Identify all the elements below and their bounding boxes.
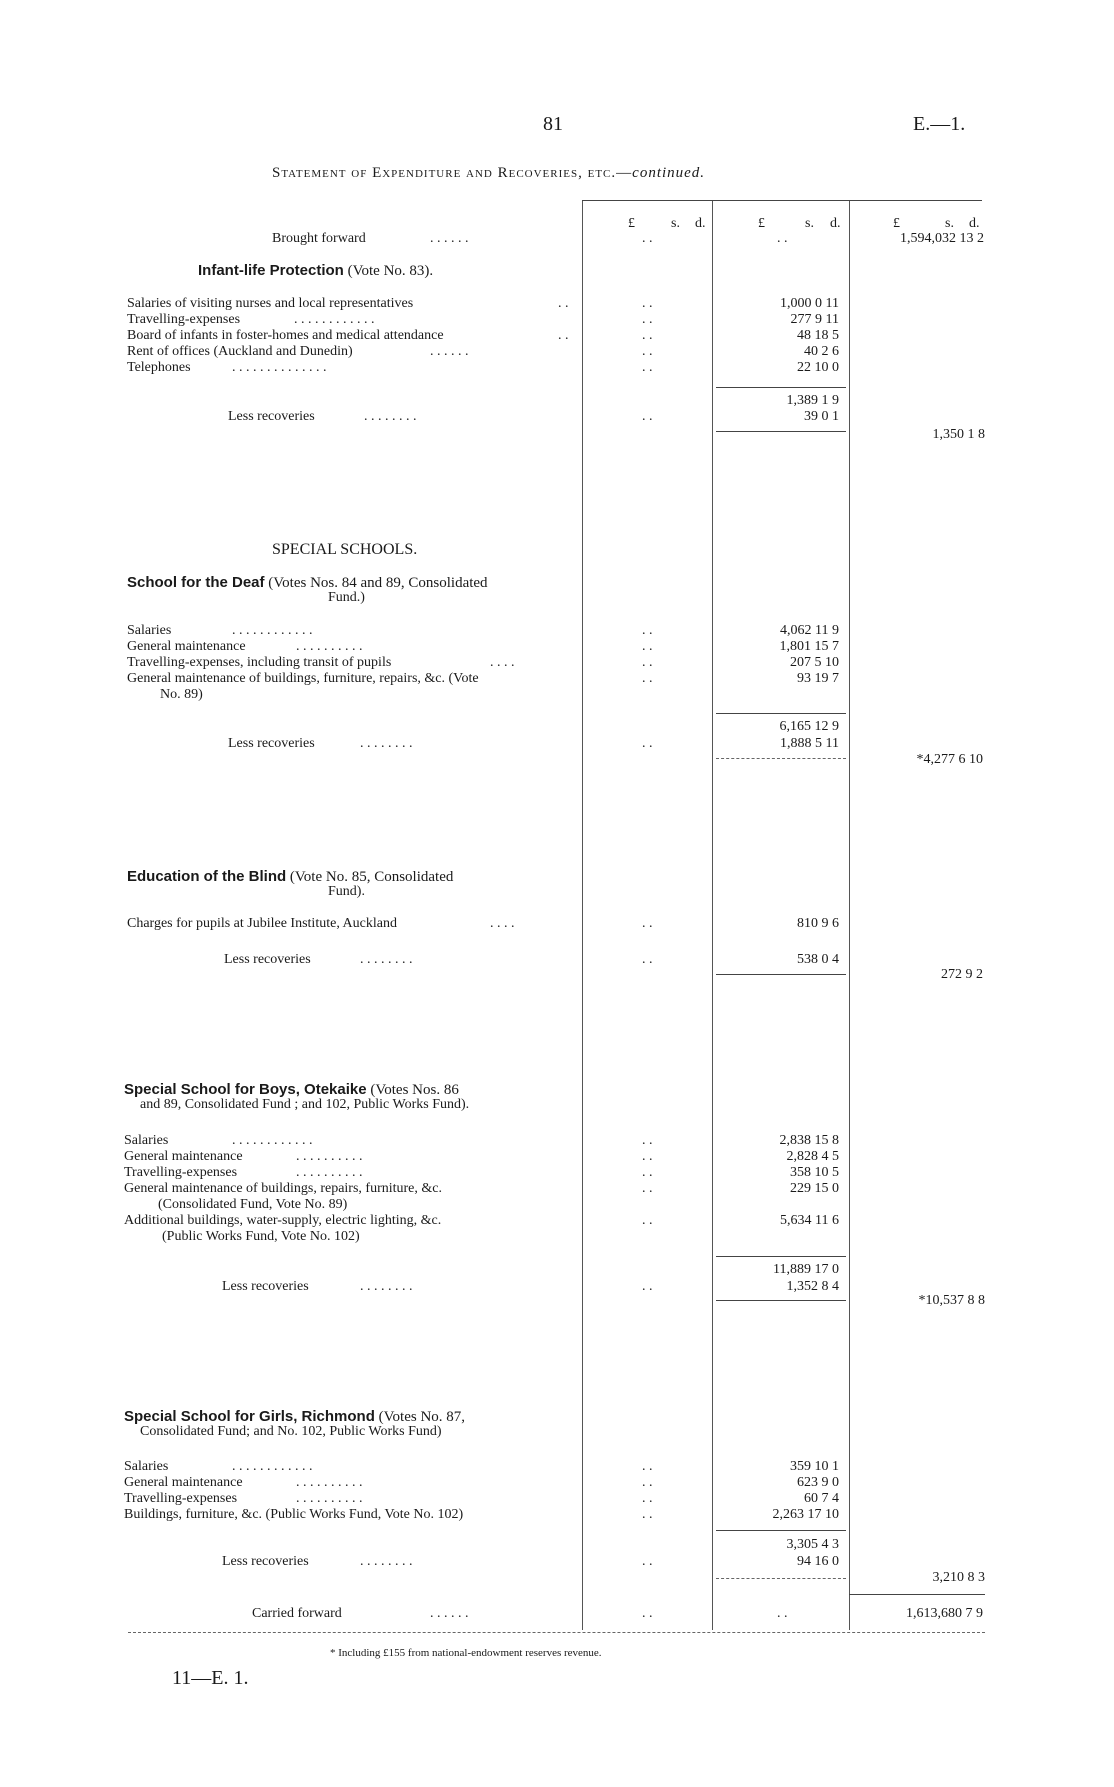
infant-life-row-col1: . . <box>642 360 653 375</box>
girls-net: 3,210 8 3 <box>932 1570 985 1585</box>
deaf-row-dots: . . . . . . . . . . <box>296 639 363 654</box>
infant-life-row-amount: 277 9 11 <box>790 312 839 327</box>
title-text: Statement of Expenditure and Recoveries, etc.— <box>272 165 633 181</box>
deaf-less-dots: . . . . . . . . <box>360 736 413 751</box>
statement-title <box>272 165 705 182</box>
girls-vote-line2: Consolidated Fund; and No. 102, Public Works Fund) <box>140 1424 442 1439</box>
girls-row-col1: . . <box>642 1491 653 1506</box>
infant-life-net: 1,350 1 8 <box>932 427 985 442</box>
infant-life-row-dots: . . . . . . . . . . . . . . <box>232 360 327 375</box>
boys-vote-line1: (Votes Nos. 86 <box>370 1082 459 1098</box>
boys-title: Special School for Boys, Otekaike <box>124 1081 367 1098</box>
deaf-row-label: Salaries <box>127 623 172 638</box>
infant-life-row-label: Telephones <box>127 360 191 375</box>
table-bottom-rule <box>128 1632 985 1633</box>
blind-row-label: Charges for pupils at Jubilee Institute, Auckland <box>127 916 397 931</box>
girls-row-amount: 2,263 17 10 <box>772 1507 839 1522</box>
deaf-vote-line1: (Votes Nos. 84 and 89, Consolidated <box>268 575 488 591</box>
brought-forward-dots: . . . . . . <box>430 231 469 246</box>
infant-life-row-label: Salaries of visiting nurses and local representatives <box>127 296 414 311</box>
deaf-row-label: General maintenance of buildings, furniture, repairs, &c. (Vote <box>127 671 479 686</box>
girls-subtotal: 3,305 4 3 <box>786 1537 839 1552</box>
blind-net-rule <box>716 974 846 975</box>
girls-row-col1: . . <box>642 1475 653 1490</box>
girls-row-amount: 60 7 4 <box>804 1491 839 1506</box>
infant-life-less-dots: . . . . . . . . <box>364 409 417 424</box>
girls-vote-line1: (Votes No. 87, <box>378 1409 466 1425</box>
infant-life-row-label: Rent of offices (Auckland and Dunedin) <box>127 344 353 359</box>
infant-life-row-col1: . . <box>642 296 653 311</box>
deaf-row-dots: . . . . . . . . . . . . <box>232 623 313 638</box>
title-continued: continued. <box>632 165 706 181</box>
col3-pound: £ <box>893 216 900 231</box>
carried-forward-col1: . . <box>642 1606 653 1621</box>
boys-row-label: General maintenance of buildings, repairs, furniture, &c. <box>124 1181 442 1196</box>
col3-shilling: s. <box>945 216 954 231</box>
blind-row-dots: . . . . <box>490 916 515 931</box>
document-reference: E.—1. <box>913 113 966 135</box>
deaf-net-rule <box>716 758 846 759</box>
boys-row-col1: . . <box>642 1149 653 1164</box>
boys-row-dots: . . . . . . . . . . <box>296 1165 363 1180</box>
girls-row-dots: . . . . . . . . . . <box>296 1475 363 1490</box>
infant-life-row-label: Travelling-expenses <box>127 312 241 327</box>
blind-less-label: Less recoveries <box>224 952 311 967</box>
girls-row-dots: . . . . . . . . . . . . <box>232 1459 313 1474</box>
boys-row-label-cont: (Public Works Fund, Vote No. 102) <box>162 1229 360 1244</box>
girls-less-label: Less recoveries <box>222 1554 309 1569</box>
blind-row-amount: 810 9 6 <box>797 916 839 931</box>
boys-row-amount: 358 10 5 <box>790 1165 839 1180</box>
boys-subtotal: 11,889 17 0 <box>773 1262 839 1277</box>
girls-row-dots: . . . . . . . . . . <box>296 1491 363 1506</box>
girls-row-amount: 623 9 0 <box>797 1475 839 1490</box>
deaf-less-col1: . . <box>642 736 653 751</box>
deaf-net: *4,277 6 10 <box>916 752 983 767</box>
footnote: * Including £155 from national-endowment reserves revenue. <box>330 1647 602 1659</box>
girls-row-label: Buildings, furniture, &c. (Public Works Fund, Vote No. 102) <box>124 1507 464 1522</box>
girls-title: Special School for Girls, Richmond <box>124 1408 375 1425</box>
girls-recoveries: 94 16 0 <box>797 1554 839 1569</box>
brought-forward-total: 1,594,032 13 2 <box>900 231 984 246</box>
blind-vote-line2: Fund). <box>328 884 365 899</box>
blind-vote-line1: (Vote No. 85, Consolidated <box>289 869 454 885</box>
boys-row-amount: 229 15 0 <box>790 1181 839 1196</box>
deaf-row-dots: . . . . <box>490 655 515 670</box>
col2-pound: £ <box>758 216 765 231</box>
deaf-title: School for the Deaf <box>127 574 265 591</box>
boys-vote-line2: and 89, Consolidated Fund ; and 102, Public Works Fund). <box>140 1097 470 1112</box>
infant-life-vote: (Vote No. 83). <box>347 263 434 279</box>
infant-life-row-col1: . . <box>642 328 653 343</box>
carried-forward-total: 1,613,680 7 9 <box>906 1606 983 1621</box>
infant-life-recoveries: 39 0 1 <box>804 409 839 424</box>
infant-life-subtotal: 1,389 1 9 <box>786 393 839 408</box>
col2-shilling: s. <box>805 216 814 231</box>
boys-recoveries: 1,352 8 4 <box>786 1279 839 1294</box>
infant-life-less-col1: . . <box>642 409 653 424</box>
boys-sum-rule <box>716 1256 846 1257</box>
deaf-row-col1: . . <box>642 671 653 686</box>
boys-row-col1: . . <box>642 1213 653 1228</box>
header-rule <box>582 200 982 201</box>
girls-row-label: Salaries <box>124 1459 169 1474</box>
carried-forward-label: Carried forward <box>252 1606 342 1621</box>
boys-row-amount: 2,828 4 5 <box>786 1149 839 1164</box>
deaf-less-label: Less recoveries <box>228 736 315 751</box>
brought-forward-col2: . . <box>777 231 788 246</box>
deaf-row-col1: . . <box>642 639 653 654</box>
boys-row-label: Salaries <box>124 1133 169 1148</box>
blind-title: Education of the Blind <box>127 868 287 885</box>
deaf-row-amount: 4,062 11 9 <box>780 623 839 638</box>
girls-less-dots: . . . . . . . . <box>360 1554 413 1569</box>
girls-row-amount: 359 10 1 <box>790 1459 839 1474</box>
deaf-row-label-cont: No. 89) <box>160 687 203 702</box>
infant-life-row-amount: 48 18 5 <box>797 328 839 343</box>
infant-life-row-label: Board of infants in foster-homes and medical attendance <box>127 328 444 343</box>
deaf-row-col1: . . <box>642 655 653 670</box>
deaf-subtotal: 6,165 12 9 <box>779 719 839 734</box>
infant-life-row-amount: 40 2 6 <box>804 344 839 359</box>
boys-row-label: Travelling-expenses <box>124 1165 238 1180</box>
infant-life-heading <box>198 262 433 280</box>
infant-life-row-dots: . . <box>558 328 569 343</box>
deaf-row-col1: . . <box>642 623 653 638</box>
infant-life-row-dots: . . . . . . <box>430 344 469 359</box>
deaf-vote-line2: Fund.) <box>328 590 365 605</box>
deaf-row-amount: 93 19 7 <box>797 671 839 686</box>
deaf-row-label: Travelling-expenses, including transit of pupils <box>127 655 392 670</box>
boys-less-col1: . . <box>642 1279 653 1294</box>
boys-less-dots: . . . . . . . . <box>360 1279 413 1294</box>
deaf-row-label: General maintenance <box>127 639 246 654</box>
girls-net-rule <box>716 1578 846 1579</box>
infant-life-row-amount: 22 10 0 <box>797 360 839 375</box>
brought-forward-col1: . . <box>642 231 653 246</box>
infant-life-row-dots: . . . . . . . . . . . . <box>294 312 375 327</box>
girls-less-col1: . . <box>642 1554 653 1569</box>
blind-less-col1: . . <box>642 952 653 967</box>
girls-sum-rule <box>716 1530 846 1531</box>
col2-pence: d. <box>830 216 841 231</box>
boys-row-label: Additional buildings, water-supply, electric lighting, &c. <box>124 1213 442 1228</box>
girls-row-col1: . . <box>642 1459 653 1474</box>
infant-life-net-rule <box>716 431 846 432</box>
infant-life-row-col1: . . <box>642 312 653 327</box>
brought-forward-label: Brought forward <box>272 231 366 246</box>
deaf-row-amount: 207 5 10 <box>790 655 839 670</box>
deaf-heading <box>127 574 488 592</box>
col3-pence: d. <box>969 216 980 231</box>
signature-mark: 11—E. 1. <box>172 1667 249 1689</box>
boys-row-amount: 2,838 15 8 <box>779 1133 839 1148</box>
column-rule-label <box>582 200 583 1630</box>
deaf-recoveries: 1,888 5 11 <box>780 736 839 751</box>
blind-less-dots: . . . . . . . . <box>360 952 413 967</box>
boys-row-label-cont: (Consolidated Fund, Vote No. 89) <box>158 1197 348 1212</box>
boys-row-amount: 5,634 11 6 <box>780 1213 839 1228</box>
girls-row-label: Travelling-expenses <box>124 1491 238 1506</box>
boys-row-dots: . . . . . . . . . . . . <box>232 1133 313 1148</box>
carried-forward-rule <box>849 1594 985 1595</box>
infant-life-row-dots: . . <box>558 296 569 311</box>
boys-row-label: General maintenance <box>124 1149 243 1164</box>
girls-row-col1: . . <box>642 1507 653 1522</box>
carried-forward-col2: . . <box>777 1606 788 1621</box>
girls-row-label: General maintenance <box>124 1475 243 1490</box>
column-rule-2 <box>849 200 850 1630</box>
infant-life-title: Infant-life Protection <box>198 262 344 279</box>
boys-row-col1: . . <box>642 1133 653 1148</box>
blind-recoveries: 538 0 4 <box>797 952 839 967</box>
boys-less-label: Less recoveries <box>222 1279 309 1294</box>
deaf-row-amount: 1,801 15 7 <box>779 639 839 654</box>
deaf-sum-rule <box>716 713 846 714</box>
col1-shilling: s. <box>671 216 680 231</box>
col1-pence: d. <box>695 216 706 231</box>
boys-row-col1: . . <box>642 1165 653 1180</box>
boys-net-rule <box>716 1300 846 1301</box>
blind-heading <box>127 868 453 886</box>
carried-forward-dots: . . . . . . <box>430 1606 469 1621</box>
boys-row-col1: . . <box>642 1181 653 1196</box>
infant-life-less-label: Less recoveries <box>228 409 315 424</box>
page-number: 81 <box>543 113 563 135</box>
infant-life-row-amount: 1,000 0 11 <box>780 296 839 311</box>
boys-row-dots: . . . . . . . . . . <box>296 1149 363 1164</box>
special-schools-heading: SPECIAL SCHOOLS. <box>272 541 418 558</box>
blind-row-col1: . . <box>642 916 653 931</box>
infant-life-sum-rule <box>716 387 846 388</box>
col1-pound: £ <box>628 216 635 231</box>
boys-net: *10,537 8 8 <box>918 1293 985 1308</box>
infant-life-row-col1: . . <box>642 344 653 359</box>
blind-net: 272 9 2 <box>941 967 983 982</box>
column-rule-1 <box>712 200 713 1630</box>
